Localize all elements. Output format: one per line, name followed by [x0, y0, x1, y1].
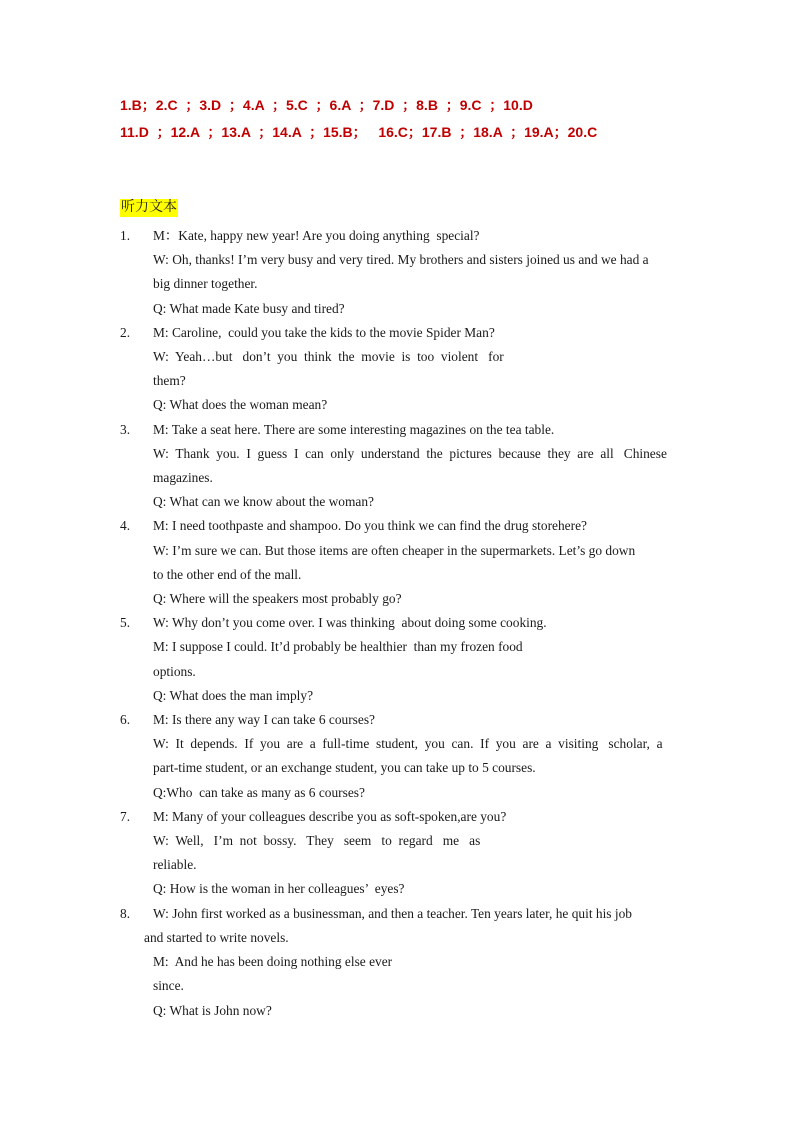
script-item-5: [120, 611, 680, 708]
dialogue-line: M: Caroline, could you take the kids to the movie Spider Man?: [153, 324, 495, 340]
dialogue-line: reliable.: [153, 857, 197, 873]
dialogue-line: W: I’m sure we can. But those items are often cheaper in the supermarkets. Let’s go down: [153, 542, 636, 558]
dialogue-line: them?: [153, 373, 186, 389]
dialogue-line: M: Is there any way I can take 6 courses?: [153, 712, 375, 728]
listening-script: [120, 224, 680, 1023]
question-line: Q: What does the woman mean?: [153, 397, 328, 413]
question-line: Q: What is John now?: [153, 1002, 272, 1018]
dialogue-line: big dinner together.: [153, 276, 258, 292]
script-item-7: [120, 805, 680, 902]
item-number: 7.: [120, 808, 131, 824]
question-line: Q: What made Kate busy and tired?: [153, 300, 345, 316]
answer-row-1: 1.B；2.C ；3.D ；4.A ；5.C ；6.A ；7.D ；8.B ；9.C ；10.D: [120, 97, 533, 113]
dialogue-line: W: Why don’t you come over. I was thinking about doing some cooking.: [153, 615, 547, 631]
item-number: 6.: [120, 712, 131, 728]
dialogue-line: W: Well, I’m not bossy. They seem to regard me as: [153, 833, 481, 849]
script-item-4: [120, 514, 680, 611]
dialogue-line: M: Take a seat here. There are some interesting magazines on the tea table.: [153, 421, 555, 437]
answer-key: [120, 94, 597, 148]
dialogue-line: W: It depends. If you are a full-time student, you can. If you are a visiting scholar, a: [153, 736, 663, 752]
item-number: 8.: [120, 905, 131, 921]
question-line: Q: Where will the speakers most probably go?: [153, 591, 402, 607]
dialogue-line: magazines.: [153, 470, 213, 486]
item-number: 2.: [120, 324, 131, 340]
item-number: 1.: [120, 228, 131, 243]
question-line: Q: What can we know about the woman?: [153, 494, 375, 510]
script-item-3: [120, 418, 680, 515]
dialogue-line: M: Many of your colleagues describe you as soft-spoken,are you?: [153, 808, 507, 824]
script-item-6: [120, 708, 680, 805]
dialogue-line: W: Yeah…but don’t you think the movie is too violent for: [153, 349, 504, 365]
dialogue-line: W: Thank you. I guess I can only understand the pictures because they are all Chinese: [153, 445, 667, 461]
listening-script-title: 听力文本: [121, 200, 177, 215]
dialogue-line: M：Kate, happy new year! Are you doing anything special?: [153, 228, 480, 243]
dialogue-line: W: Oh, thanks! I’m very busy and very tired. My brothers and sisters joined us and we had a: [153, 252, 649, 268]
dialogue-line: options.: [153, 663, 196, 679]
item-number: 5.: [120, 615, 131, 631]
dialogue-line: since.: [153, 978, 184, 994]
script-item-2: [120, 321, 680, 418]
dialogue-line: M: And he has been doing nothing else ever: [153, 954, 393, 970]
dialogue-line: and started to write novels.: [144, 929, 289, 945]
question-line: Q: How is the woman in her colleagues’ eyes?: [153, 881, 405, 897]
dialogue-line: W: John first worked as a businessman, and then a teacher. Ten years later, he quit his job: [153, 905, 632, 921]
script-item-1: [120, 224, 680, 321]
item-number: 3.: [120, 421, 131, 437]
dialogue-line: part-time student, or an exchange student, you can take up to 5 courses.: [153, 760, 536, 776]
dialogue-line: M: I need toothpaste and shampoo. Do you think we can find the drug storehere?: [153, 518, 587, 534]
question-line: Q: What does the man imply?: [153, 687, 314, 703]
dialogue-line: to the other end of the mall.: [153, 566, 302, 582]
script-item-8: [120, 902, 680, 1023]
item-number: 4.: [120, 518, 131, 534]
answer-row-2: 11.D ；12.A ；13.A ；14.A ；15.B； 16.C；17.B ；18.A ；19.A；20.C: [120, 124, 598, 140]
question-line: Q:Who can take as many as 6 courses?: [153, 784, 365, 800]
dialogue-line: M: I suppose I could. It’d probably be healthier than my frozen food: [153, 639, 523, 655]
